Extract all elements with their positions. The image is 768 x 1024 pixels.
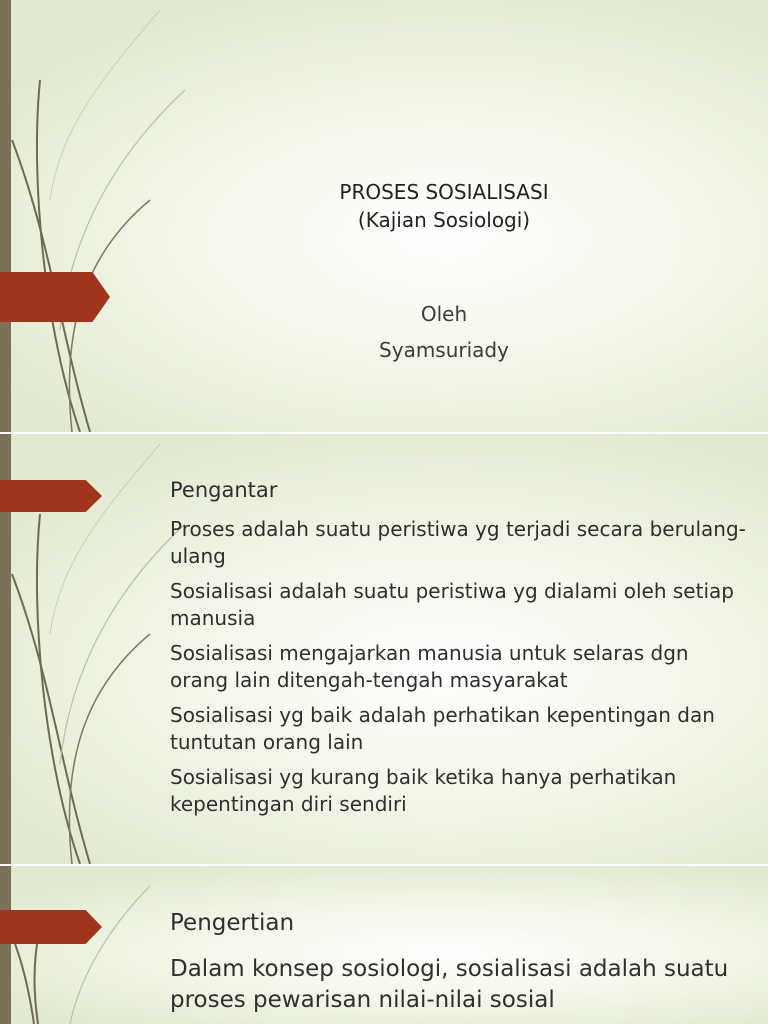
definition-paragraph: Dalam konsep sosiologi, sosialisasi adalah suatu proses pewarisan nilai-nilai sosial — [170, 956, 729, 1013]
bullet-item: Sosialisasi yg baik adalah perhatikan kepentingan dan tuntutan orang lain — [170, 703, 715, 754]
bullet-item: Sosialisasi yg kurang baik ketika hanya perhatikan kepentingan diri sendiri — [170, 765, 677, 816]
byline — [210, 296, 678, 368]
title-line-1: PROSES SOSIALISASI — [339, 180, 549, 204]
title-slide — [0, 0, 768, 432]
section-heading: Pengantar — [170, 478, 278, 502]
bullet-item: Sosialisasi adalah suatu peristiwa yg dialami oleh setiap manusia — [170, 579, 734, 630]
author-name: Syamsuriady — [379, 338, 509, 362]
bullet-item: Proses adalah suatu peristiwa yg terjadi secara berulang-ulang — [170, 517, 746, 568]
section-heading: Pengertian — [170, 910, 295, 936]
bullet-item: Sosialisasi mengajarkan manusia untuk selaras dgn orang lain ditengah-tengah masyarakat — [170, 641, 689, 692]
bullet-list — [170, 516, 750, 826]
by-label: Oleh — [420, 302, 468, 326]
definition-slide — [0, 866, 768, 1024]
vine-decoration — [0, 0, 220, 432]
slide-title — [210, 178, 678, 234]
arrow-tag — [0, 910, 102, 944]
arrow-tag — [0, 480, 102, 512]
title-line-2: (Kajian Sosiologi) — [357, 208, 531, 232]
arrow-tag — [0, 272, 110, 322]
intro-slide — [0, 434, 768, 864]
